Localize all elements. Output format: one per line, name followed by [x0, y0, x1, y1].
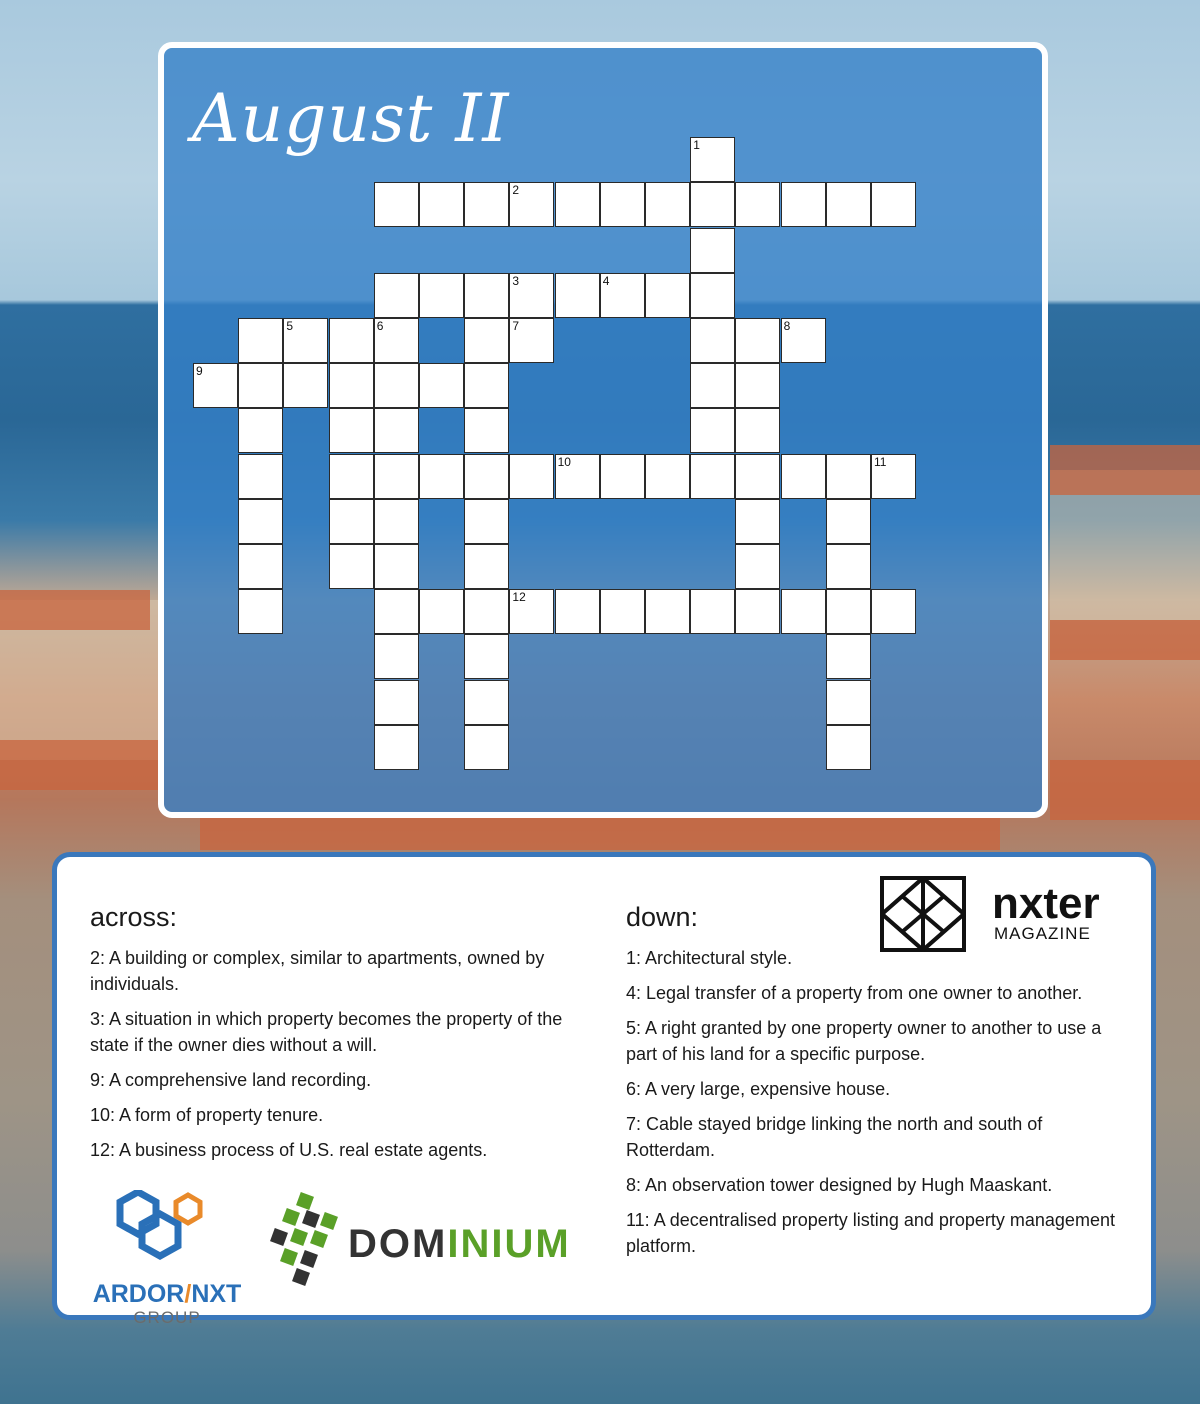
crossword-cell[interactable] — [690, 273, 735, 318]
crossword-cell[interactable] — [193, 363, 238, 408]
clue-number: 1 — [693, 138, 700, 153]
crossword-cell[interactable] — [464, 499, 509, 544]
down-heading: down: — [626, 902, 699, 932]
down-clue: 4: Legal transfer of a property from one owner to another. — [626, 983, 1083, 1003]
crossword-cell[interactable] — [464, 725, 509, 770]
crossword-cell[interactable] — [329, 363, 374, 408]
crossword-cell[interactable] — [690, 228, 735, 273]
nxter-name: nxter — [992, 879, 1100, 928]
crossword-cell[interactable] — [419, 363, 464, 408]
crossword-cell[interactable] — [374, 499, 419, 544]
down-clue: 1: Architectural style. — [626, 948, 793, 968]
crossword-cell[interactable] — [555, 273, 600, 318]
crossword-cell[interactable] — [238, 318, 283, 363]
clue-number: 9 — [196, 364, 203, 379]
crossword-cell[interactable] — [735, 499, 780, 544]
crossword-cell[interactable] — [690, 454, 735, 499]
crossword-cell[interactable] — [871, 454, 916, 499]
crossword-cell[interactable] — [464, 544, 509, 589]
crossword-cell[interactable] — [509, 273, 554, 318]
down-clue: 5: A right granted by one property owner to another to use a part of his land for a specific purpose. — [626, 1018, 1102, 1064]
crossword-cell[interactable] — [600, 182, 645, 227]
crossword-cell[interactable] — [419, 182, 464, 227]
clue-number: 12 — [512, 590, 526, 605]
crossword-cell[interactable] — [464, 589, 509, 634]
crossword-cell[interactable] — [781, 318, 826, 363]
ardor-name — [92, 1280, 242, 1309]
crossword-cell[interactable] — [419, 589, 464, 634]
crossword-cell[interactable] — [600, 589, 645, 634]
crossword-cell[interactable] — [374, 454, 419, 499]
crossword-cell[interactable] — [781, 589, 826, 634]
crossword-cell[interactable] — [826, 589, 871, 634]
crossword-cell[interactable] — [509, 318, 554, 363]
crossword-cell[interactable] — [374, 725, 419, 770]
crossword-cell[interactable] — [419, 454, 464, 499]
crossword-cell[interactable] — [781, 182, 826, 227]
dominium-logo — [268, 1190, 571, 1295]
crossword-cell[interactable] — [238, 499, 283, 544]
crossword-cell[interactable] — [645, 589, 690, 634]
crossword-cell[interactable] — [283, 363, 328, 408]
crossword-cell[interactable] — [600, 454, 645, 499]
crossword-panel — [158, 42, 1048, 818]
crossword-cell[interactable] — [509, 589, 554, 634]
clue-number: 5 — [286, 319, 294, 333]
crossword-cell[interactable] — [509, 182, 554, 227]
ardor-slash: / — [184, 1280, 192, 1308]
crossword-cell[interactable] — [645, 454, 690, 499]
crossword-cell[interactable] — [555, 454, 600, 499]
crossword-cell[interactable] — [735, 454, 780, 499]
dominium-name — [348, 1222, 571, 1267]
crossword-cell[interactable] — [464, 408, 509, 453]
clue-number: 3 — [512, 273, 520, 288]
crossword-cell[interactable] — [555, 589, 600, 634]
crossword-cell[interactable] — [464, 680, 509, 725]
across-clue: 9: A comprehensive land recording. — [90, 1070, 372, 1090]
crossword-cell[interactable] — [826, 182, 871, 227]
crossword-cell[interactable] — [871, 182, 916, 227]
across-clue: 12: A business process of U.S. real estate agents. — [90, 1140, 488, 1160]
crossword-cell[interactable] — [690, 182, 735, 227]
crossword-cell[interactable] — [735, 363, 780, 408]
crossword-cell[interactable] — [329, 454, 374, 499]
crossword-cell[interactable] — [374, 680, 419, 725]
down-clue: 7: Cable stayed bridge linking the north and south of Rotterdam. — [626, 1114, 1043, 1160]
crossword-cell[interactable] — [735, 589, 780, 634]
crossword-cell[interactable] — [509, 454, 554, 499]
across-clue: 2: A building or complex, similar to apartments, owned by individuals. — [90, 948, 545, 994]
crossword-cell[interactable] — [690, 363, 735, 408]
crossword-cell[interactable] — [374, 589, 419, 634]
crossword-cell[interactable] — [374, 408, 419, 453]
crossword-cell[interactable] — [329, 318, 374, 363]
crossword-cell[interactable] — [238, 544, 283, 589]
crossword-cell[interactable] — [826, 634, 871, 679]
crossword-cell[interactable] — [735, 544, 780, 589]
down-clues — [626, 902, 1136, 1268]
crossword-cell[interactable] — [464, 634, 509, 679]
crossword-cell[interactable] — [645, 182, 690, 227]
dominium-name-part: DOM — [348, 1222, 448, 1266]
crossword-cell[interactable] — [871, 589, 916, 634]
clue-number: 4 — [602, 273, 610, 288]
crossword-cell[interactable] — [690, 408, 735, 453]
dominium-cube-icon — [268, 1190, 346, 1290]
clue-number: 2 — [512, 183, 520, 198]
crossword-cell[interactable] — [826, 725, 871, 770]
crossword-cell[interactable] — [600, 273, 645, 318]
clue-number: 11 — [874, 454, 887, 469]
clue-number: 7 — [512, 319, 520, 333]
crossword-cell[interactable] — [329, 499, 374, 544]
crossword-cell[interactable] — [735, 182, 780, 227]
crossword-cell[interactable] — [555, 182, 600, 227]
crossword-cell[interactable] — [374, 363, 419, 408]
crossword-cell[interactable] — [735, 318, 780, 363]
crossword-cell[interactable] — [690, 318, 735, 363]
crossword-cell[interactable] — [374, 182, 419, 227]
ardor-hexagon-icon — [92, 1190, 242, 1280]
clue-number: 8 — [783, 319, 791, 333]
crossword-cell[interactable] — [419, 273, 464, 318]
across-clues — [90, 902, 605, 1172]
down-clue: 8: An observation tower designed by Hugh Maaskant. — [626, 1175, 1053, 1195]
crossword-cell[interactable] — [464, 273, 509, 318]
down-clue: 11: A decentralised property listing and property management platform. — [626, 1210, 1115, 1256]
across-heading: across: — [90, 902, 178, 932]
ardor-subtitle: GROUP — [133, 1308, 201, 1327]
clue-number: 10 — [557, 454, 571, 469]
down-clue: 6: A very large, expensive house. — [626, 1079, 891, 1099]
nxt-name-part: NXT — [191, 1280, 242, 1308]
crossword-cell[interactable] — [238, 363, 283, 408]
crossword-cell[interactable] — [735, 408, 780, 453]
across-clue: 10: A form of property tenure. — [90, 1105, 324, 1125]
crossword-cell[interactable] — [238, 454, 283, 499]
crossword-cell[interactable] — [464, 182, 509, 227]
nxter-subtitle: MAGAZINE — [994, 924, 1091, 943]
crossword-cell[interactable] — [781, 454, 826, 499]
crossword-cell[interactable] — [690, 589, 735, 634]
crossword-cell[interactable] — [645, 273, 690, 318]
crossword-cell[interactable] — [826, 544, 871, 589]
crossword-cell[interactable] — [826, 499, 871, 544]
dominium-name-part: INIUM — [447, 1222, 571, 1266]
crossword-cell[interactable] — [238, 589, 283, 634]
puzzle-title: August II — [192, 80, 510, 157]
crossword-cell[interactable] — [329, 544, 374, 589]
ardor-nxt-logo — [92, 1190, 242, 1330]
crossword-cell[interactable] — [464, 318, 509, 363]
crossword-cell[interactable] — [283, 318, 328, 363]
nxter-geometric-icon — [880, 876, 966, 952]
crossword-cell[interactable] — [374, 318, 419, 363]
crossword-cell[interactable] — [464, 363, 509, 408]
crossword-cell[interactable] — [826, 680, 871, 725]
crossword-cell[interactable] — [238, 408, 283, 453]
crossword-cell[interactable] — [826, 454, 871, 499]
crossword-cell[interactable] — [329, 408, 374, 453]
crossword-cell[interactable] — [464, 454, 509, 499]
crossword-cell[interactable] — [374, 544, 419, 589]
crossword-cell[interactable] — [374, 634, 419, 679]
nxter-logo — [880, 876, 1100, 952]
ardor-name-part: ARDOR — [92, 1280, 185, 1308]
crossword-cell[interactable] — [374, 273, 419, 318]
clue-number: 6 — [376, 319, 384, 333]
crossword-cell[interactable] — [690, 137, 735, 182]
across-clue: 3: A situation in which property becomes the property of the state if the owner dies without a will. — [90, 1009, 563, 1055]
